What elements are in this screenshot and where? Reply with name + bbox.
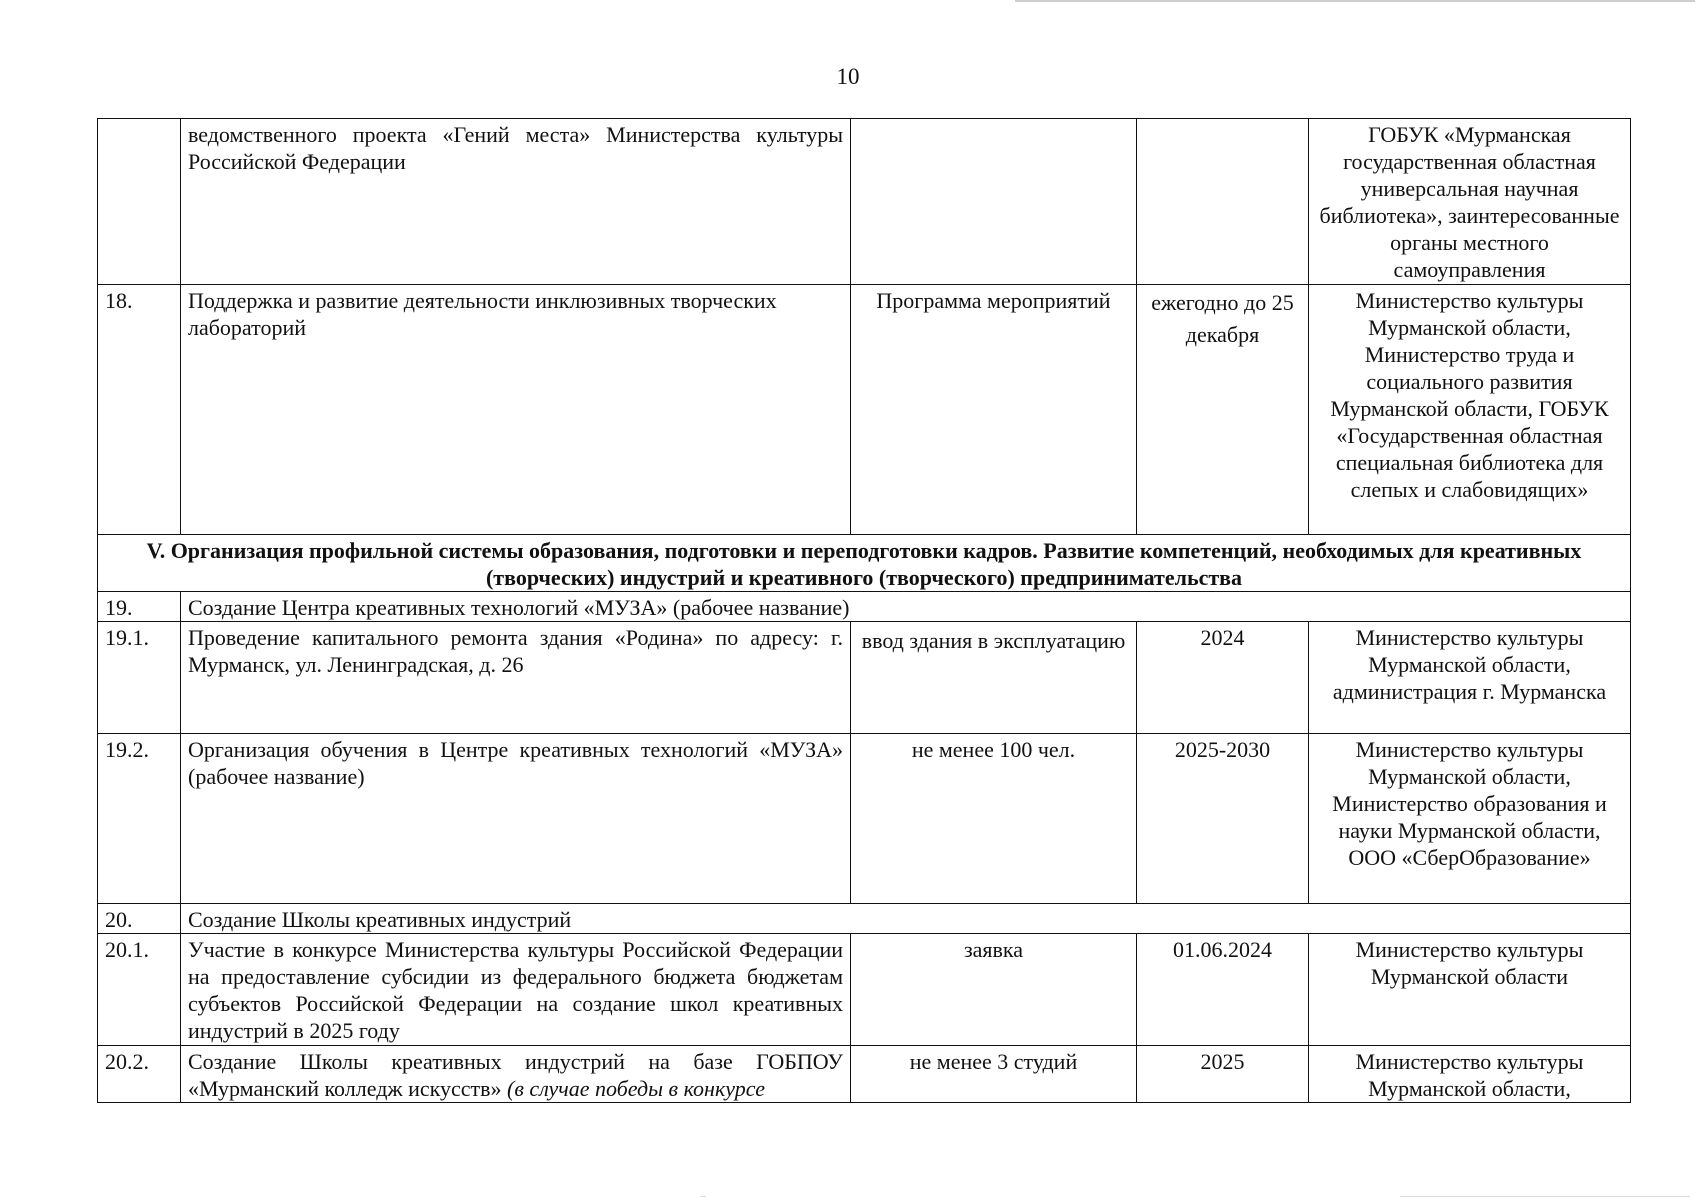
result-cell: не менее 3 студий	[851, 1046, 1137, 1103]
term-cell: 2025	[1137, 1046, 1309, 1103]
event-cell: Проведение капитального ремонта здания «Родина» по адресу: г. Мурманск, ул. Ленинградская, д. 26	[181, 622, 851, 734]
row-number: 20.	[98, 904, 181, 934]
event-cell: ведомственного проекта «Гений места» Министерства культуры Российской Федерации	[181, 119, 851, 285]
event-text: Создание Школы креативных индустрий на базе ГОБПОУ «Мурманский колледж искусств»	[188, 1049, 843, 1101]
table-row	[98, 119, 1631, 285]
group-title: Создание Центра креативных технологий «МУЗА» (рабочее название)	[181, 592, 1631, 622]
table-row	[98, 592, 1631, 622]
row-number: 19.	[98, 592, 181, 622]
table-row	[98, 1046, 1631, 1103]
scan-bottom-edge	[1400, 1196, 1690, 1197]
scan-top-edge	[1015, 0, 1695, 2]
table-row	[98, 934, 1631, 1046]
table-row	[98, 734, 1631, 904]
row-number: 18.	[98, 285, 181, 535]
term-cell: 01.06.2024	[1137, 934, 1309, 1046]
table-row	[98, 904, 1631, 934]
term-cell: 2025-2030	[1137, 734, 1309, 904]
term-cell	[1137, 119, 1309, 285]
row-number	[98, 119, 181, 285]
section-title: V. Организация профильной системы образования, подготовки и переподготовки кадров. Развитие компетенций, необходимых для креативных (творческих) индустрий и креативного (творческого) предпринимательства	[98, 535, 1631, 592]
page-number: 10	[836, 64, 860, 89]
row-number: 19.1.	[98, 622, 181, 734]
event-cell: Поддержка и развитие деятельности инклюзивных творческих лабораторий	[181, 285, 851, 535]
row-number: 20.2.	[98, 1046, 181, 1103]
term-cell: 2024	[1137, 622, 1309, 734]
event-cell: Участие в конкурсе Министерства культуры Российской Федерации на предоставление субсидии из федерального бюджета бюджетам субъектов Российской Федерации на создание школ креативных индустрий в 2025 году	[181, 934, 851, 1046]
group-title: Создание Школы креативных индустрий	[181, 904, 1631, 934]
row-number: 20.1.	[98, 934, 181, 1046]
scan-speck	[700, 1196, 706, 1197]
responsible-cell: Министерство культуры Мурманской области, администрация г. Мурманска	[1309, 622, 1631, 734]
row-number: 19.2.	[98, 734, 181, 904]
term-cell: ежегодно до 25 декабря	[1137, 285, 1309, 535]
result-cell: заявка	[851, 934, 1137, 1046]
result-cell	[851, 119, 1137, 285]
responsible-cell: Министерство культуры Мурманской области	[1309, 934, 1631, 1046]
responsible-cell: Министерство культуры Мурманской области,	[1309, 1046, 1631, 1103]
section-row	[98, 535, 1631, 592]
event-cell	[181, 1046, 851, 1103]
result-cell: не менее 100 чел.	[851, 734, 1137, 904]
event-italic-note: (в случае победы в конкурсе	[507, 1076, 765, 1101]
responsible-cell: ГОБУК «Мурманская государственная областная универсальная научная библиотека», заинтересованные органы местного самоуправления	[1309, 119, 1631, 285]
responsible-cell: Министерство культуры Мурманской области, Министерство труда и социального развития Мурманской области, ГОБУК «Государственная областная специальная библиотека для слепых и слабовидящих»	[1309, 285, 1631, 535]
result-cell: Программа мероприятий	[851, 285, 1137, 535]
event-cell: Организация обучения в Центре креативных технологий «МУЗА» (рабочее название)	[181, 734, 851, 904]
measures-table	[97, 118, 1631, 1103]
result-cell: ввод здания в эксплуатацию	[851, 622, 1137, 734]
table-row	[98, 285, 1631, 535]
responsible-cell: Министерство культуры Мурманской области, Министерство образования и науки Мурманской области, ООО «СберОбразование»	[1309, 734, 1631, 904]
table-row	[98, 622, 1631, 734]
